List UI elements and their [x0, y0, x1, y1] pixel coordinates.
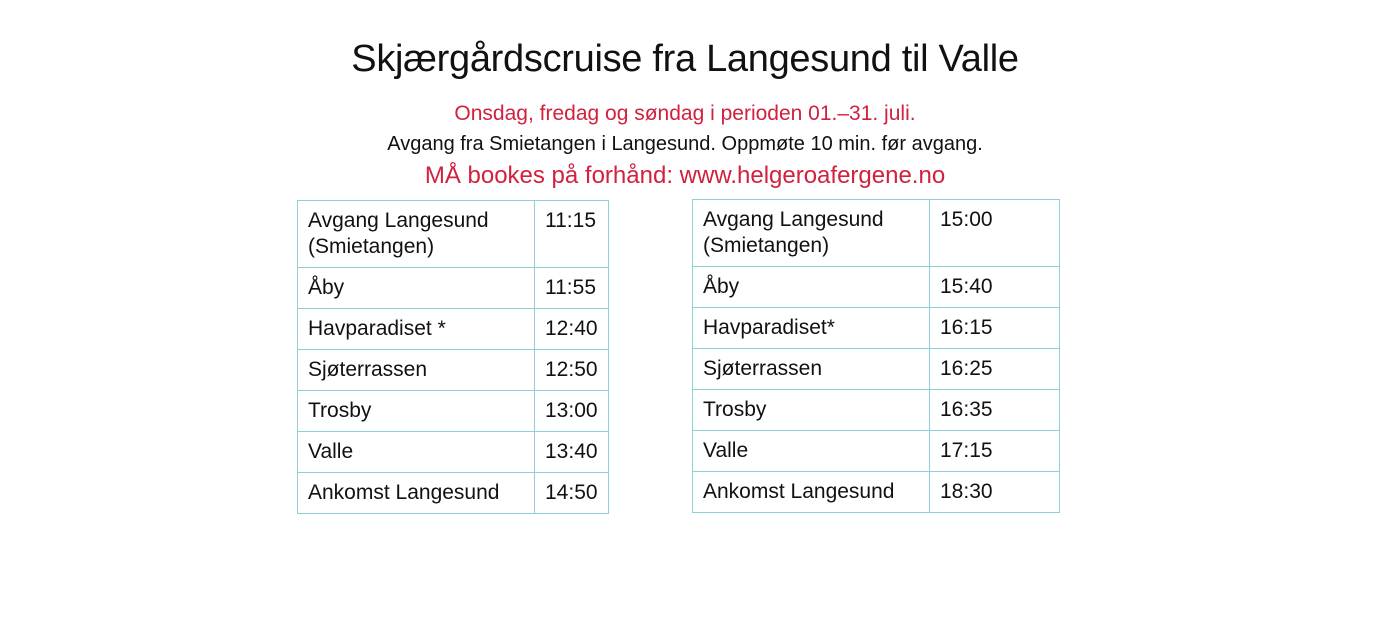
table-row [298, 473, 609, 514]
table-row [298, 309, 609, 350]
stop-name: Ankomst Langesund [298, 473, 535, 514]
stop-time: 11:55 [535, 268, 609, 309]
table-row [693, 200, 1060, 267]
schedule-table-morning [297, 200, 609, 514]
table-row [693, 267, 1060, 308]
stop-name: Trosby [693, 390, 930, 431]
table-row [693, 390, 1060, 431]
table-row [693, 431, 1060, 472]
stop-name: Avgang Langesund (Smietangen) [693, 200, 930, 267]
stop-name: Valle [693, 431, 930, 472]
stop-name: Trosby [298, 391, 535, 432]
page-title: Skjærgårdscruise fra Langesund til Valle [351, 38, 1019, 80]
stop-time: 11:15 [535, 201, 609, 268]
stop-time: 16:25 [930, 349, 1060, 390]
stop-time: 13:00 [535, 391, 609, 432]
departure-notice: Avgang fra Smietangen i Langesund. Oppmøte 10 min. før avgang. [387, 133, 983, 155]
stop-name: Åby [298, 268, 535, 309]
schedule-table-afternoon [692, 199, 1060, 513]
stop-time: 14:50 [535, 473, 609, 514]
stop-time: 18:30 [930, 472, 1060, 513]
table-row [298, 432, 609, 473]
table-row [693, 472, 1060, 513]
stop-time: 15:40 [930, 267, 1060, 308]
stop-time: 13:40 [535, 432, 609, 473]
stop-name: Ankomst Langesund [693, 472, 930, 513]
stop-time: 12:40 [535, 309, 609, 350]
table-row [298, 350, 609, 391]
days-notice: Onsdag, fredag og søndag i perioden 01.–31. juli. [454, 102, 916, 125]
booking-notice: MÅ bookes på forhånd: www.helgeroafergene.no [424, 162, 946, 189]
stop-time: 16:15 [930, 308, 1060, 349]
table-row [298, 201, 609, 268]
table-row [298, 268, 609, 309]
table-row [693, 349, 1060, 390]
stop-time: 12:50 [535, 350, 609, 391]
stop-time: 15:00 [930, 200, 1060, 267]
stop-name: Havparadiset* [693, 308, 930, 349]
table-row [298, 391, 609, 432]
stop-name: Valle [298, 432, 535, 473]
stop-name: Avgang Langesund (Smietangen) [298, 201, 535, 268]
table-row [693, 308, 1060, 349]
stop-time: 16:35 [930, 390, 1060, 431]
stop-name: Sjøterrassen [298, 350, 535, 391]
stop-name: Åby [693, 267, 930, 308]
stop-name: Sjøterrassen [693, 349, 930, 390]
stop-time: 17:15 [930, 431, 1060, 472]
stop-name: Havparadiset * [298, 309, 535, 350]
